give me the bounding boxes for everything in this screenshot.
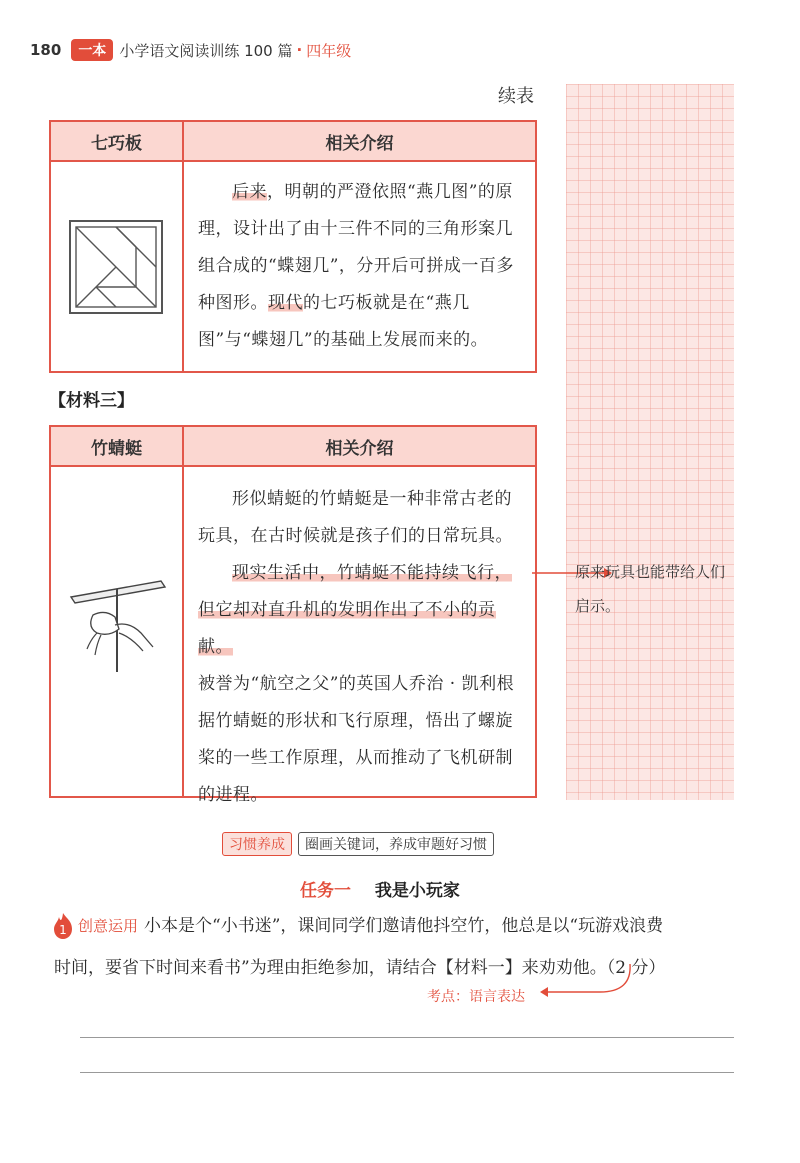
title-separator: · <box>296 41 303 59</box>
note-panel <box>566 84 734 800</box>
answer-line[interactable] <box>80 1037 734 1038</box>
highlight-modern: 现代 <box>268 293 303 313</box>
header-cell-intro: 相关介绍 <box>325 133 394 154</box>
material-three-label: 【材料三】 <box>49 391 134 411</box>
page-number: 180 <box>30 41 62 59</box>
bamboo-dragonfly-table <box>49 425 537 805</box>
task-number: 任务一 <box>300 881 351 901</box>
question-text-line1: 小本是个“小书迷”，课间同学们邀请他抖空竹，他总是以“玩游戏浪费 <box>144 916 664 936</box>
answer-line[interactable] <box>80 1072 734 1073</box>
continued-label: 续表 <box>498 86 534 107</box>
highlight-sentence: 现实生活中，竹蜻蜓不能持续飞行，但它却对直升机的发明作出了不小的贡献。 <box>198 563 512 657</box>
task-title <box>300 876 460 901</box>
question-text-line2: 时间，要省下时间来看书”为理由拒绝参加，请结合【材料一】来劝劝他。（2 分） <box>54 958 666 978</box>
intro-text-cell <box>184 467 535 805</box>
book-title: 小学语文阅读训练 100 篇 <box>119 41 293 60</box>
habit-badge: 习惯养成 <box>222 832 292 856</box>
page-header <box>30 38 351 62</box>
paragraph-two <box>198 555 521 666</box>
task-name: 我是小玩家 <box>374 881 460 901</box>
kaodian-label: 考点：语言表达 <box>427 989 525 1005</box>
table-header <box>51 427 535 467</box>
tangram-table <box>49 120 537 373</box>
kaodian-arrow <box>540 962 650 1002</box>
paragraph-one: 形似蜻蜓的竹蜻蜓是一种非常古老的玩具，在古时候就是孩子们的日常玩具。 <box>198 489 513 546</box>
grade-label: 四年级 <box>306 41 352 60</box>
table-row <box>51 162 535 373</box>
header-cell-item: 竹蜻蜓 <box>51 427 184 465</box>
paragraph-text: ，明朝的严澄依照“燕几图”的原理，设计出了由十三件不同的三角形案几组合成的“蝶翅几”，分开后可拼成一百多种图形。 <box>198 182 514 313</box>
question-line-one <box>52 905 752 947</box>
flame-number-icon <box>52 912 74 940</box>
highlight-later: 后来 <box>232 182 267 202</box>
header-cell-item: 七巧板 <box>51 122 184 160</box>
tangram-paragraph <box>198 174 521 359</box>
table-row <box>51 467 535 805</box>
habit-text: 圈画关键词，养成审题好习惯 <box>298 832 494 856</box>
image-cell <box>51 467 184 798</box>
question-label: 创意运用 <box>78 917 139 935</box>
intro-text-cell <box>184 162 535 373</box>
header-cell-intro: 相关介绍 <box>325 438 394 459</box>
table-header <box>51 122 535 162</box>
brand-logo: 一本 <box>71 39 113 61</box>
tangram-illustration <box>68 219 164 315</box>
paragraph-text: 的七巧板就是在“燕几图”与“蝶翅几”的基础上发展而来的。 <box>198 293 489 350</box>
margin-note: 原来玩具也能带给人们启示。 <box>575 563 726 615</box>
bamboo-dragonfly-illustration <box>57 567 175 677</box>
habit-row <box>222 832 494 856</box>
image-cell <box>51 162 184 373</box>
paragraph-three: 被誉为“航空之父”的英国人乔治 · 凯利根据竹蜻蜓的形状和飞行原理，悟出了螺旋桨的一些工作原理，从而推动了飞机研制的进程。 <box>198 674 515 805</box>
question-number: 1 <box>59 923 67 937</box>
